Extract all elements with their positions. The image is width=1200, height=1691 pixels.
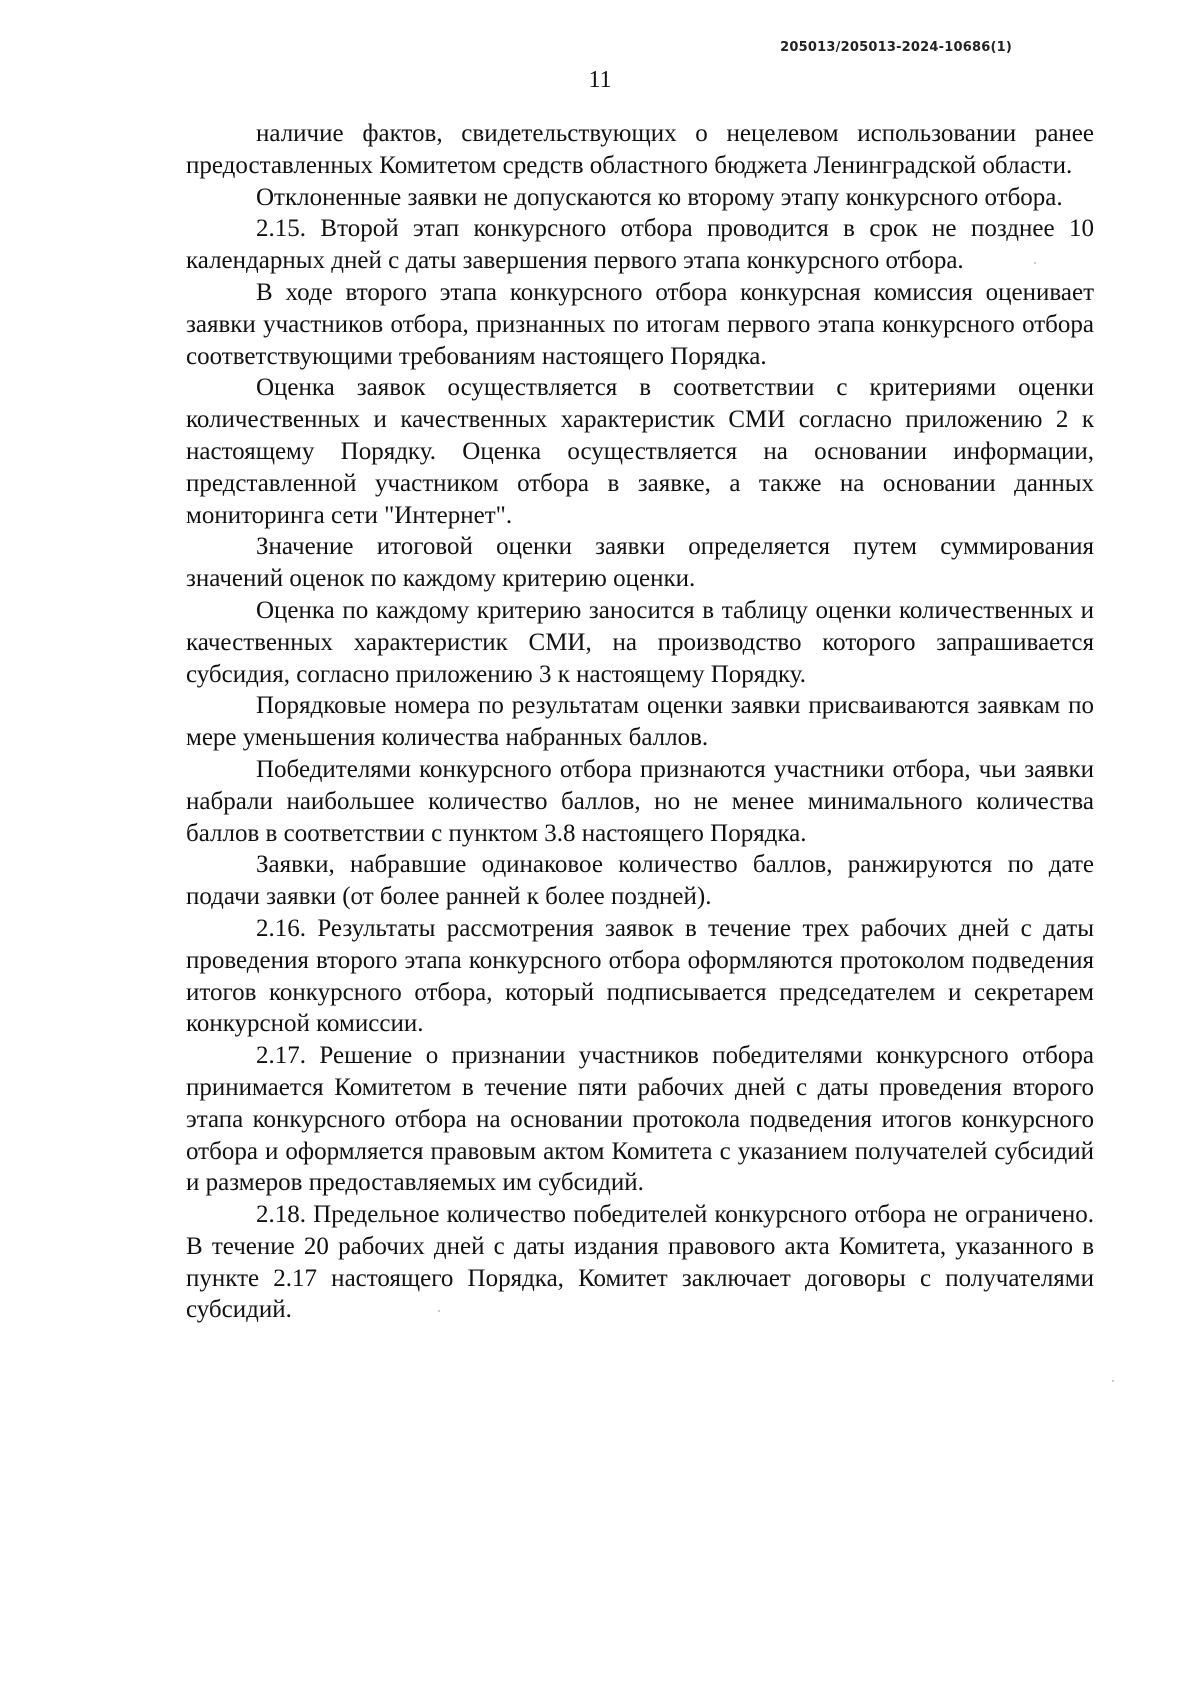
document-body	[186, 118, 1094, 1326]
paragraph-equal-scores: Заявки, набравшие одинаковое количество баллов, ранжируются по дате подачи заявки (от более ранней к более поздней).	[186, 851, 1094, 911]
paragraph-ranking-numbers: Порядковые номера по результатам оценки заявки присваиваются заявкам по мере уменьшения количества набранных баллов.	[186, 692, 1094, 752]
paragraph-final-score: Значение итоговой оценки заявки определяется путем суммирования значений оценок по каждому критерию оценки.	[186, 533, 1094, 593]
page-number: 11	[588, 67, 612, 93]
document-id: 205013/205013-2024-10686(1)	[780, 40, 1012, 55]
paragraph-commission-evaluation: В ходе второго этапа конкурсного отбора конкурсная комиссия оценивает заявки участников отбора, признанных по итогам первого этапа конкурсного отбора соответствующими требованиям настоящего Порядка.	[186, 278, 1094, 370]
scan-speck	[1034, 262, 1036, 264]
paragraph-score-table: Оценка по каждому критерию заносится в таблицу оценки количественных и качественных характеристик СМИ, на производство которого запрашивается субсидия, согласно приложению 3 к настоящему Порядку.	[186, 596, 1094, 688]
scan-speck	[1112, 1380, 1114, 1382]
scan-speck	[438, 1310, 440, 1312]
paragraph-misuse-facts: наличие фактов, свидетельствующих о нецелевом использовании ранее предоставленных Комитетом средств областного бюджета Ленинградской области.	[186, 120, 1094, 179]
paragraph-2-18-winners-limit: 2.18. Предельное количество победителей конкурсного отбора не ограничено. В течение 20 рабочих дней с даты издания правового акта Комитета, указанного в пункте 2.17 настоящего Порядка, Комитет заключает договоры с получателями субсидий.	[186, 1201, 1094, 1324]
paragraph-winners: Победителями конкурсного отбора признаются участники отбора, чьи заявки набрали наибольшее количество баллов, но не менее минимального количества баллов в соответствии с пунктом 3.8 настоящего Порядка.	[186, 755, 1094, 847]
paragraph-2-15-second-stage: 2.15. Второй этап конкурсного отбора проводится в срок не позднее 10 календарных дней с даты завершения первого этапа конкурсного отбора.	[186, 215, 1094, 275]
paragraph-rejected-applications: Отклоненные заявки не допускаются ко второму этапу конкурсного отбора.	[256, 183, 1063, 211]
paragraph-2-17-winners-decision: 2.17. Решение о признании участников победителями конкурсного отбора принимается Комитетом в течение пяти рабочих дней с даты проведения второго этапа конкурсного отбора на основании протокола подведения итогов конкурсного отбора и оформляется правовым актом Комитета с указанием получателей субсидий и размеров предоставляемых им субсидий.	[186, 1042, 1094, 1197]
paragraph-evaluation-criteria: Оценка заявок осуществляется в соответствии с критериями оценки количественных и качественных характеристик СМИ согласно приложению 2 к настоящему Порядку. Оценка осуществляется на основании информации, представленной участником отбора в заявке, а также на основании данных мониторинга сети "Интернет".	[186, 374, 1094, 529]
paragraph-2-16-results-protocol: 2.16. Результаты рассмотрения заявок в течение трех рабочих дней с даты проведения второго этапа конкурсного отбора оформляются протоколом подведения итогов конкурсного отбора, который подписывается председателем и секретарем конкурсной комиссии.	[186, 914, 1094, 1038]
